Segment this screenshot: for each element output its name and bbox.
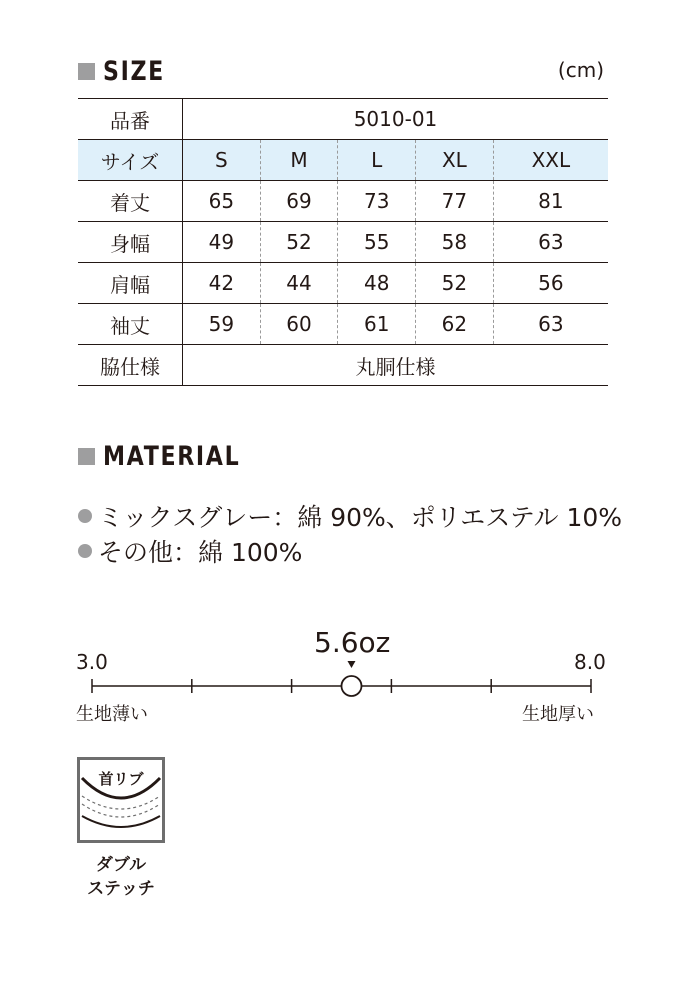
table-cell: 61 <box>338 304 416 345</box>
square-bullet-icon <box>78 63 95 80</box>
bullet-dot-icon <box>78 509 92 523</box>
gauge-value-marker <box>341 676 361 696</box>
size-table <box>78 98 608 386</box>
table-cell: 52 <box>260 222 338 263</box>
gauge-min-label: 3.0 <box>76 650 108 674</box>
product-row <box>78 99 608 140</box>
neck-rib-icon <box>77 757 165 843</box>
table-cell: 44 <box>260 263 338 304</box>
gauge-value-label: 5.6oz <box>314 626 391 659</box>
table-cell: 58 <box>416 222 494 263</box>
product-label: 品番 <box>78 99 183 140</box>
row-label: 袖丈 <box>78 304 183 345</box>
gauge-left-caption: 生地薄い <box>76 704 148 725</box>
material-item <box>78 498 622 534</box>
table-cell: 48 <box>338 263 416 304</box>
size-unit: (cm) <box>557 58 604 82</box>
table-row <box>78 222 608 263</box>
table-cell: 65 <box>208 189 235 213</box>
table-row <box>78 263 608 304</box>
material-text: その他：綿 100% <box>98 538 303 567</box>
table-row <box>78 304 608 345</box>
table-cell: 52 <box>416 263 494 304</box>
table-cell: 77 <box>416 181 494 222</box>
rib-caption <box>77 853 165 901</box>
table-cell: 63 <box>493 304 608 345</box>
row-label: 身幅 <box>78 222 183 263</box>
product-number: 5010-01 <box>353 107 438 131</box>
size-name: L <box>338 140 416 181</box>
table-cell: 81 <box>493 181 608 222</box>
row-label: 肩幅 <box>78 263 183 304</box>
table-cell: 73 <box>338 181 416 222</box>
material-section-header <box>78 441 270 472</box>
side-value: 丸胴仕様 <box>355 354 436 379</box>
size-header-row <box>78 140 608 181</box>
size-name: S <box>183 140 261 181</box>
size-name: M <box>260 140 338 181</box>
size-label: サイズ <box>78 140 183 181</box>
row-label: 着丈 <box>78 181 183 222</box>
size-name: XXL <box>493 140 608 181</box>
table-cell: 60 <box>260 304 338 345</box>
rib-caption-line: ダブル <box>95 855 147 875</box>
material-item <box>78 533 302 569</box>
table-cell: 42 <box>208 271 235 295</box>
table-cell: 59 <box>208 312 235 336</box>
table-cell: 69 <box>260 181 338 222</box>
size-section-header <box>78 56 179 87</box>
square-bullet-icon <box>78 448 95 465</box>
size-section-title: SIZE <box>103 56 165 87</box>
table-cell: 62 <box>416 304 494 345</box>
table-cell: 49 <box>208 230 235 254</box>
bullet-dot-icon <box>78 544 92 558</box>
table-cell: 55 <box>338 222 416 263</box>
size-name: XL <box>416 140 494 181</box>
table-cell: 56 <box>493 263 608 304</box>
gauge-pointer-icon <box>347 661 355 668</box>
gauge-max-label: 8.0 <box>574 650 606 674</box>
gauge-right-caption: 生地厚い <box>522 704 594 725</box>
table-cell: 63 <box>493 222 608 263</box>
table-row <box>78 181 608 222</box>
rib-label: 首リブ <box>98 770 144 788</box>
material-text: ミックスグレー：綿 90%、ポリエステル 10% <box>98 503 623 532</box>
rib-caption-line: ステッチ <box>87 879 155 899</box>
side-label: 脇仕様 <box>78 345 183 386</box>
material-section-title: MATERIAL <box>103 441 241 472</box>
side-spec-row <box>78 345 608 386</box>
